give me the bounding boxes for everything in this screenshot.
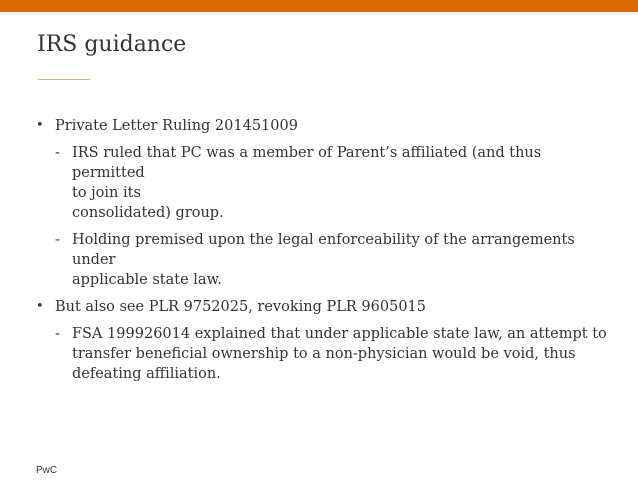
sub-bullet-item (36, 324, 616, 384)
bullet-item (36, 116, 616, 136)
slide-body (36, 116, 616, 391)
bullet-item (36, 297, 616, 317)
sub-bullet-line: defeating affiliation. (72, 366, 221, 382)
sub-bullet-line: consolidated) group. (72, 205, 224, 221)
dash-icon: - (55, 145, 60, 161)
sub-bullet-line: applicable state law. (72, 272, 222, 288)
dash-icon: - (55, 326, 60, 342)
bullet-text: Private Letter Ruling 201451009 (55, 118, 298, 134)
sub-bullet-item (36, 143, 616, 223)
bullet-dot-icon: • (36, 299, 44, 314)
bullet-dot-icon: • (36, 118, 44, 133)
sub-bullet-line: transfer beneficial ownership to a non-physician would be void, thus (72, 346, 576, 362)
sub-bullet-line: FSA 199926014 explained that under applicable state law, an attempt to (72, 326, 607, 342)
slide-title: IRS guidance (37, 32, 187, 57)
dash-icon: - (55, 232, 60, 248)
sub-bullet-item (36, 230, 616, 290)
title-underline (38, 79, 90, 80)
footer-brand: PwC (36, 465, 58, 476)
sub-bullet-line: Holding premised upon the legal enforceability of the arrangements under (72, 232, 575, 268)
sub-bullet-line: to join its (72, 185, 141, 201)
bullet-text: But also see PLR 9752025, revoking PLR 9605015 (55, 299, 426, 315)
sub-bullet-line: IRS ruled that PC was a member of Parent’s affiliated (and thus permitted (72, 145, 542, 181)
top-accent-bar (0, 0, 638, 12)
